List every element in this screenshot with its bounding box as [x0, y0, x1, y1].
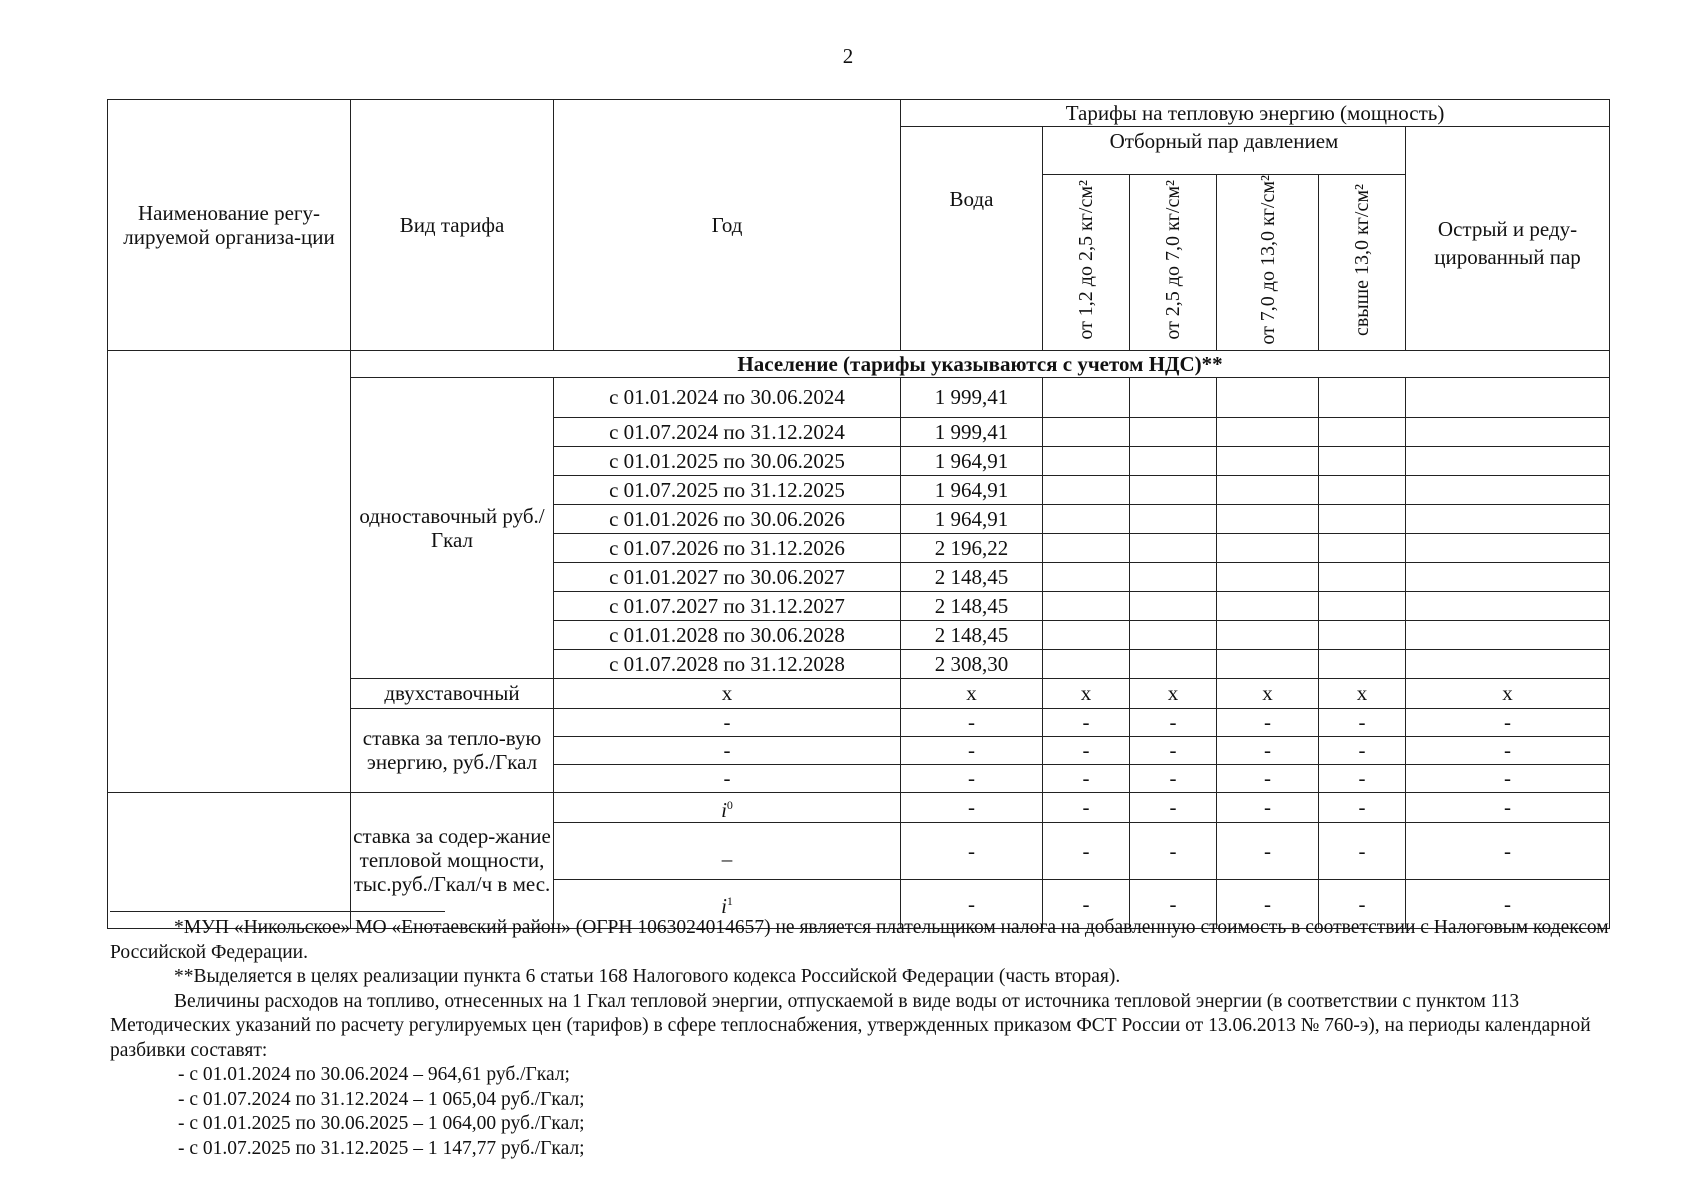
mark-cell: x: [1319, 678, 1406, 708]
footnote-rule: [110, 911, 445, 912]
org-name-cell-lower: [108, 792, 351, 928]
header-steam-3: от 7,0 до 13,0 кг/см²: [1217, 175, 1319, 351]
period-cell: с 01.07.2028 по 31.12.2028: [554, 649, 901, 678]
water-value: 2 308,30: [901, 649, 1043, 678]
dash-cell: -: [1406, 764, 1610, 792]
water-value: 2 148,45: [901, 620, 1043, 649]
dash-cell: -: [1319, 822, 1406, 879]
dash-cell: -: [1043, 708, 1130, 736]
list-item: - с 01.07.2024 по 31.12.2024 – 1 065,04 руб./Гкал;: [178, 1088, 585, 1110]
org-name-cell: [108, 350, 351, 792]
dash-cell: -: [1043, 822, 1130, 879]
period-cell: с 01.01.2024 по 30.06.2024: [554, 377, 901, 417]
mark-cell: x: [1043, 678, 1130, 708]
mark-cell: x: [1130, 678, 1217, 708]
header-tariff-type: Вид тарифа: [351, 100, 554, 351]
dash-cell: -: [1043, 736, 1130, 764]
header-steam-1: от 1,2 до 2,5 кг/см²: [1043, 175, 1130, 351]
header-org-name: Наименование регу-лируемой организа-ции: [108, 100, 351, 351]
mark-cell: x: [1406, 678, 1610, 708]
water-value: 1 964,91: [901, 446, 1043, 475]
two-rate-label: двухставочный: [351, 678, 554, 708]
dash-cell: -: [554, 708, 901, 736]
dash-cell: -: [554, 736, 901, 764]
long-dash-cell: –: [554, 822, 901, 879]
dash-cell: -: [554, 764, 901, 792]
dash-cell: -: [1217, 879, 1319, 928]
dash-cell: -: [1130, 736, 1217, 764]
period-cell: с 01.07.2025 по 31.12.2025: [554, 475, 901, 504]
header-tariffs-group: Тарифы на тепловую энергию (мощность): [901, 100, 1610, 127]
fuel-costs-note: Величины расходов на топливо, отнесенных на 1 Гкал тепловой энергии, отпускаемой в виде воды от источника тепловой энергии (в соответствии с пунктом 113 Методических указаний по расчету регулируемых цен (тарифов) в сфере теплоснабжения, утвержденных приказом ФСТ России от 13.06.2013 № 760-э), на периоды календарной разбивки составят:: [110, 990, 1591, 1061]
dash-cell: -: [1406, 822, 1610, 879]
section-title: Население (тарифы указываются с учетом НДС)**: [351, 350, 1610, 377]
dash-cell: -: [901, 708, 1043, 736]
capacity-rate-label: ставка за содер-жание тепловой мощности, тыс.руб./Гкал/ч в мес.: [351, 792, 554, 928]
water-value: 1 999,41: [901, 377, 1043, 417]
dash-cell: -: [1319, 736, 1406, 764]
period-cell: с 01.07.2026 по 31.12.2026: [554, 533, 901, 562]
mark-cell: x: [554, 678, 901, 708]
dash-cell: -: [1319, 708, 1406, 736]
water-value: 1 999,41: [901, 417, 1043, 446]
header-water: Вода: [901, 127, 1043, 351]
dash-cell: -: [1217, 792, 1319, 822]
period-cell: с 01.07.2024 по 31.12.2024: [554, 417, 901, 446]
dash-cell: -: [1406, 736, 1610, 764]
dash-cell: -: [1406, 879, 1610, 928]
dash-cell: -: [1043, 879, 1130, 928]
dash-cell: -: [1130, 792, 1217, 822]
header-year: Год: [554, 100, 901, 351]
dash-cell: -: [1130, 708, 1217, 736]
dash-cell: -: [1217, 736, 1319, 764]
single-rate-label: одноставочный руб./Гкал: [351, 377, 554, 678]
period-cell: с 01.01.2028 по 30.06.2028: [554, 620, 901, 649]
dash-cell: -: [1319, 764, 1406, 792]
footnote-1: *МУП «Никольское» МО «Енотаевский район» (ОГРН 1063024014657) не является плательщиком налога на добавленную стоимость в соответствии с Налоговым кодексом Российской Федерации.: [110, 917, 1609, 963]
period-cell: с 01.01.2025 по 30.06.2025: [554, 446, 901, 475]
water-value: 1 964,91: [901, 504, 1043, 533]
header-steam-4: свыше 13,0 кг/см²: [1319, 175, 1406, 351]
dash-cell: -: [901, 736, 1043, 764]
footnotes: [110, 916, 1610, 1161]
list-item: - с 01.01.2025 по 30.06.2025 – 1 064,00 руб./Гкал;: [178, 1113, 585, 1134]
dash-cell: -: [1319, 879, 1406, 928]
tariff-table: [107, 99, 1610, 929]
dash-cell: -: [1406, 708, 1610, 736]
water-value: 1 964,91: [901, 475, 1043, 504]
dash-cell: -: [901, 764, 1043, 792]
header-steam-group: Отборный пар давлением: [1043, 127, 1406, 175]
footnote-2: **Выделяется в целях реализации пункта 6 статьи 168 Налогового кодекса Российской Федерации (часть вторая).: [174, 966, 1121, 987]
water-value: 2 196,22: [901, 533, 1043, 562]
dash-cell: -: [1217, 822, 1319, 879]
dash-cell: -: [1130, 879, 1217, 928]
i0-cell: $i^0$: [554, 792, 901, 822]
header-steam-2: от 2,5 до 7,0 кг/см²: [1130, 175, 1217, 351]
page-number: 2: [842, 44, 854, 68]
header-sharp-steam: Острый и реду-цированный пар: [1406, 127, 1610, 351]
table-row: [108, 792, 1610, 822]
i1-cell: $i^1$: [554, 879, 901, 928]
dash-cell: -: [901, 822, 1043, 879]
energy-rate-label: ставка за тепло-вую энергию, руб./Гкал: [351, 708, 554, 792]
dash-cell: -: [1217, 764, 1319, 792]
list-item: - с 01.07.2025 по 31.12.2025 – 1 147,77 руб./Гкал;: [178, 1137, 585, 1159]
list-item: - с 01.01.2024 по 30.06.2024 – 964,61 руб./Гкал;: [178, 1064, 570, 1085]
period-cell: с 01.01.2026 по 30.06.2026: [554, 504, 901, 533]
dash-cell: -: [901, 879, 1043, 928]
dash-cell: -: [1043, 792, 1130, 822]
dash-cell: -: [1043, 764, 1130, 792]
dash-cell: -: [1130, 764, 1217, 792]
water-value: 2 148,45: [901, 591, 1043, 620]
dash-cell: -: [901, 792, 1043, 822]
period-cell: с 01.01.2027 по 30.06.2027: [554, 562, 901, 591]
dash-cell: -: [1130, 822, 1217, 879]
period-cell: с 01.07.2027 по 31.12.2027: [554, 591, 901, 620]
mark-cell: x: [901, 678, 1043, 708]
water-value: 2 148,45: [901, 562, 1043, 591]
dash-cell: -: [1406, 792, 1610, 822]
dash-cell: -: [1319, 792, 1406, 822]
dash-cell: -: [1217, 708, 1319, 736]
mark-cell: x: [1217, 678, 1319, 708]
